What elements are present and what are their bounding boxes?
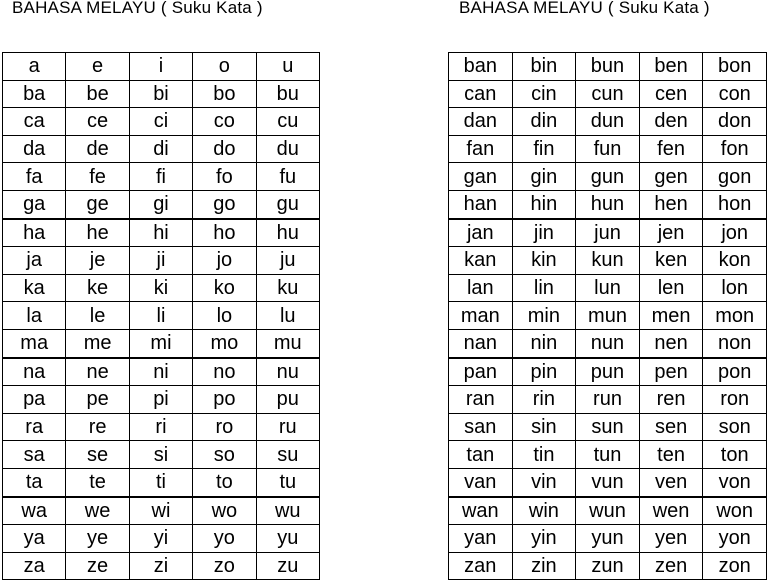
syllable-cell: pi	[129, 386, 192, 414]
syllable-cell: zi	[129, 552, 192, 580]
table-row	[449, 413, 767, 441]
table-row	[449, 386, 767, 414]
syllable-cell: fo	[193, 163, 256, 191]
syllable-cell: hi	[129, 219, 192, 247]
syllable-cell: ca	[3, 108, 66, 136]
syllable-cell: se	[66, 441, 129, 469]
table-row	[449, 135, 767, 163]
syllable-cell: ya	[3, 525, 66, 553]
syllable-cell: u	[256, 53, 319, 81]
syllable-cell: wa	[3, 497, 66, 525]
syllable-cell: ha	[3, 219, 66, 247]
syllable-cell: le	[66, 302, 129, 330]
syllable-cell: vin	[512, 468, 576, 496]
right-table-title: BAHASA MELAYU ( Suku Kata )	[459, 0, 710, 17]
syllable-cell: pon	[703, 358, 767, 386]
syllable-cell: wi	[129, 497, 192, 525]
syllable-cell: go	[193, 190, 256, 218]
syllable-cell: pin	[512, 358, 576, 386]
syllable-cell: me	[66, 329, 129, 357]
syllable-cell: pe	[66, 386, 129, 414]
syllable-cell: re	[66, 413, 129, 441]
syllable-cell: fon	[703, 135, 767, 163]
syllable-cell: fe	[66, 163, 129, 191]
syllable-cell: jan	[449, 219, 513, 247]
syllable-cell: ton	[703, 441, 767, 469]
syllable-cell: bin	[512, 53, 576, 81]
syllable-cell: lu	[256, 302, 319, 330]
syllable-cell: yun	[576, 525, 640, 553]
left-table-title: BAHASA MELAYU ( Suku Kata )	[12, 0, 263, 17]
syllable-cell: men	[639, 302, 703, 330]
syllable-cell: dan	[449, 108, 513, 136]
syllable-cell: wun	[576, 497, 640, 525]
syllable-cell: gu	[256, 190, 319, 218]
syllable-cell: po	[193, 386, 256, 414]
syllable-cell: ren	[639, 386, 703, 414]
table-row	[3, 441, 320, 469]
syllable-cell: je	[66, 247, 129, 275]
syllable-cell: la	[3, 302, 66, 330]
table-row	[449, 329, 767, 357]
syllable-cell: fen	[639, 135, 703, 163]
table-row	[3, 247, 320, 275]
syllable-cell: fi	[129, 163, 192, 191]
syllable-cell: hon	[703, 190, 767, 218]
syllable-cell: e	[66, 53, 129, 81]
syllable-cell: don	[703, 108, 767, 136]
syllable-cell: zo	[193, 552, 256, 580]
syllable-cell: ku	[256, 274, 319, 302]
table-row	[3, 219, 320, 247]
syllable-cell: dun	[576, 108, 640, 136]
syllable-cell: mi	[129, 329, 192, 357]
syllable-cell: ken	[639, 247, 703, 275]
syllable-cell: zan	[449, 552, 513, 580]
syllable-table-right-body	[449, 53, 767, 580]
syllable-cell: san	[449, 413, 513, 441]
syllable-cell: zun	[576, 552, 640, 580]
syllable-cell: ja	[3, 247, 66, 275]
syllable-cell: ru	[256, 413, 319, 441]
syllable-cell: tin	[512, 441, 576, 469]
syllable-cell: be	[66, 80, 129, 108]
syllable-cell: su	[256, 441, 319, 469]
syllable-cell: won	[703, 497, 767, 525]
syllable-cell: win	[512, 497, 576, 525]
syllable-cell: son	[703, 413, 767, 441]
table-row	[449, 80, 767, 108]
table-row	[3, 108, 320, 136]
syllable-cell: lon	[703, 274, 767, 302]
table-row	[3, 525, 320, 553]
syllable-cell: ka	[3, 274, 66, 302]
syllable-cell: gin	[512, 163, 576, 191]
syllable-cell: i	[129, 53, 192, 81]
syllable-cell: jon	[703, 219, 767, 247]
syllable-cell: din	[512, 108, 576, 136]
syllable-cell: tu	[256, 468, 319, 496]
syllable-cell: rin	[512, 386, 576, 414]
syllable-cell: yu	[256, 525, 319, 553]
syllable-cell: wen	[639, 497, 703, 525]
table-row	[449, 219, 767, 247]
syllable-cell: ga	[3, 190, 66, 218]
table-row	[3, 190, 320, 218]
syllable-cell: lun	[576, 274, 640, 302]
syllable-cell: ban	[449, 53, 513, 81]
syllable-cell: ki	[129, 274, 192, 302]
table-row	[3, 468, 320, 496]
syllable-cell: li	[129, 302, 192, 330]
syllable-cell: pun	[576, 358, 640, 386]
syllable-cell: ju	[256, 247, 319, 275]
syllable-cell: gon	[703, 163, 767, 191]
syllable-cell: lo	[193, 302, 256, 330]
syllable-cell: te	[66, 468, 129, 496]
syllable-cell: zin	[512, 552, 576, 580]
table-row	[3, 135, 320, 163]
syllable-cell: pa	[3, 386, 66, 414]
syllable-cell: sen	[639, 413, 703, 441]
syllable-cell: pan	[449, 358, 513, 386]
syllable-cell: no	[193, 358, 256, 386]
syllable-cell: yo	[193, 525, 256, 553]
syllable-cell: ba	[3, 80, 66, 108]
syllable-cell: gen	[639, 163, 703, 191]
syllable-cell: wan	[449, 497, 513, 525]
syllable-cell: fa	[3, 163, 66, 191]
syllable-cell: o	[193, 53, 256, 81]
syllable-cell: ven	[639, 468, 703, 496]
syllable-cell: hen	[639, 190, 703, 218]
syllable-cell: ce	[66, 108, 129, 136]
syllable-cell: ra	[3, 413, 66, 441]
syllable-cell: ho	[193, 219, 256, 247]
syllable-cell: fun	[576, 135, 640, 163]
syllable-cell: yi	[129, 525, 192, 553]
syllable-cell: mo	[193, 329, 256, 357]
syllable-cell: cu	[256, 108, 319, 136]
syllable-cell: yen	[639, 525, 703, 553]
table-row	[3, 274, 320, 302]
table-row	[449, 163, 767, 191]
syllable-cell: cen	[639, 80, 703, 108]
syllable-cell: non	[703, 329, 767, 357]
syllable-cell: jin	[512, 219, 576, 247]
syllable-cell: ze	[66, 552, 129, 580]
table-row	[449, 525, 767, 553]
syllable-cell: kun	[576, 247, 640, 275]
syllable-cell: nu	[256, 358, 319, 386]
syllable-cell: zen	[639, 552, 703, 580]
syllable-cell: fin	[512, 135, 576, 163]
syllable-cell: sa	[3, 441, 66, 469]
table-row	[3, 386, 320, 414]
syllable-cell: ron	[703, 386, 767, 414]
table-row	[449, 302, 767, 330]
syllable-cell: nan	[449, 329, 513, 357]
syllable-cell: cun	[576, 80, 640, 108]
syllable-cell: kan	[449, 247, 513, 275]
table-row	[3, 552, 320, 580]
syllable-cell: hin	[512, 190, 576, 218]
syllable-cell: gan	[449, 163, 513, 191]
table-row	[449, 441, 767, 469]
syllable-table-right	[448, 52, 767, 580]
syllable-cell: de	[66, 135, 129, 163]
syllable-cell: ti	[129, 468, 192, 496]
syllable-table-left	[2, 52, 320, 580]
table-row	[3, 80, 320, 108]
syllable-cell: fan	[449, 135, 513, 163]
table-row	[449, 274, 767, 302]
table-row	[3, 497, 320, 525]
syllable-cell: con	[703, 80, 767, 108]
syllable-cell: wo	[193, 497, 256, 525]
syllable-cell: ke	[66, 274, 129, 302]
syllable-cell: hu	[256, 219, 319, 247]
table-row	[3, 413, 320, 441]
syllable-cell: bo	[193, 80, 256, 108]
table-row	[3, 358, 320, 386]
syllable-cell: si	[129, 441, 192, 469]
syllable-cell: bi	[129, 80, 192, 108]
syllable-cell: lin	[512, 274, 576, 302]
syllable-cell: ten	[639, 441, 703, 469]
syllable-cell: min	[512, 302, 576, 330]
syllable-cell: hun	[576, 190, 640, 218]
syllable-cell: sun	[576, 413, 640, 441]
syllable-cell: yin	[512, 525, 576, 553]
table-row	[449, 190, 767, 218]
syllable-cell: di	[129, 135, 192, 163]
table-row	[449, 108, 767, 136]
syllable-cell: yan	[449, 525, 513, 553]
syllable-cell: jun	[576, 219, 640, 247]
syllable-cell: mun	[576, 302, 640, 330]
syllable-cell: ri	[129, 413, 192, 441]
syllable-cell: den	[639, 108, 703, 136]
syllable-cell: bun	[576, 53, 640, 81]
syllable-cell: bon	[703, 53, 767, 81]
syllable-cell: jen	[639, 219, 703, 247]
syllable-cell: yon	[703, 525, 767, 553]
table-row	[449, 552, 767, 580]
syllable-cell: we	[66, 497, 129, 525]
table-row	[449, 358, 767, 386]
syllable-cell: du	[256, 135, 319, 163]
syllable-cell: len	[639, 274, 703, 302]
table-row	[3, 53, 320, 81]
syllable-cell: da	[3, 135, 66, 163]
syllable-cell: a	[3, 53, 66, 81]
syllable-cell: ben	[639, 53, 703, 81]
syllable-cell: kon	[703, 247, 767, 275]
syllable-cell: cin	[512, 80, 576, 108]
syllable-cell: ne	[66, 358, 129, 386]
syllable-cell: fu	[256, 163, 319, 191]
syllable-cell: he	[66, 219, 129, 247]
syllable-cell: ye	[66, 525, 129, 553]
syllable-cell: za	[3, 552, 66, 580]
syllable-cell: zon	[703, 552, 767, 580]
syllable-cell: kin	[512, 247, 576, 275]
table-row	[449, 497, 767, 525]
syllable-cell: ro	[193, 413, 256, 441]
table-row	[3, 163, 320, 191]
syllable-cell: bu	[256, 80, 319, 108]
syllable-cell: han	[449, 190, 513, 218]
syllable-cell: run	[576, 386, 640, 414]
syllable-cell: co	[193, 108, 256, 136]
syllable-cell: pen	[639, 358, 703, 386]
table-row	[449, 53, 767, 81]
syllable-cell: ci	[129, 108, 192, 136]
syllable-cell: pu	[256, 386, 319, 414]
syllable-cell: so	[193, 441, 256, 469]
table-row	[3, 329, 320, 357]
table-row	[3, 302, 320, 330]
syllable-cell: ni	[129, 358, 192, 386]
syllable-cell: ta	[3, 468, 66, 496]
table-row	[449, 247, 767, 275]
table-row	[449, 468, 767, 496]
syllable-table-left-body	[3, 53, 320, 580]
syllable-cell: sin	[512, 413, 576, 441]
syllable-cell: mon	[703, 302, 767, 330]
syllable-cell: ji	[129, 247, 192, 275]
syllable-cell: gun	[576, 163, 640, 191]
syllable-cell: ge	[66, 190, 129, 218]
syllable-cell: gi	[129, 190, 192, 218]
syllable-cell: nun	[576, 329, 640, 357]
syllable-cell: mu	[256, 329, 319, 357]
syllable-cell: man	[449, 302, 513, 330]
syllable-cell: tan	[449, 441, 513, 469]
syllable-cell: ma	[3, 329, 66, 357]
syllable-cell: nen	[639, 329, 703, 357]
syllable-cell: tun	[576, 441, 640, 469]
syllable-cell: ko	[193, 274, 256, 302]
syllable-cell: to	[193, 468, 256, 496]
syllable-cell: von	[703, 468, 767, 496]
syllable-cell: wu	[256, 497, 319, 525]
syllable-cell: van	[449, 468, 513, 496]
syllable-cell: do	[193, 135, 256, 163]
syllable-cell: can	[449, 80, 513, 108]
syllable-cell: na	[3, 358, 66, 386]
syllable-cell: jo	[193, 247, 256, 275]
syllable-cell: lan	[449, 274, 513, 302]
syllable-cell: ran	[449, 386, 513, 414]
syllable-cell: zu	[256, 552, 319, 580]
syllable-cell: vun	[576, 468, 640, 496]
syllable-cell: nin	[512, 329, 576, 357]
